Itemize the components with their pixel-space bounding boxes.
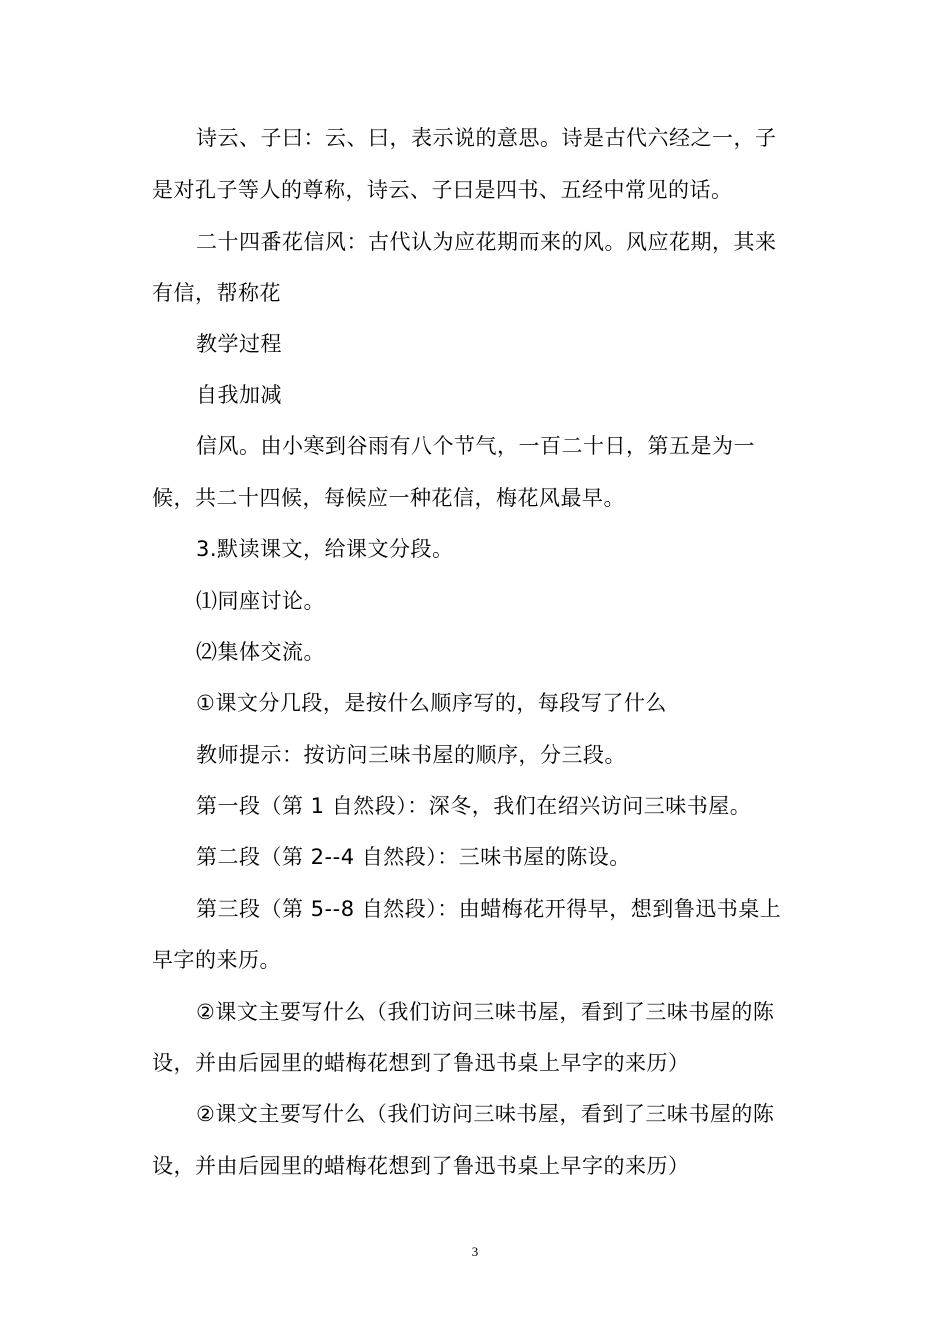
text-line: ①课文分几段，是按什么顺序写的，每段写了什么 — [196, 691, 667, 715]
text-line: 信风。由小寒到谷雨有八个节气，一百二十日，第五是为一 — [196, 434, 755, 458]
text-line: ②课文主要写什么（我们访问三味书屋，看到了三味书屋的陈 — [196, 1000, 775, 1024]
text-line: 自我加减 — [196, 383, 282, 407]
text-line: 早字的来历。 — [152, 948, 281, 972]
text-line: 第一段（第 1 自然段）：深冬，我们在绍兴访问三味书屋。 — [196, 794, 752, 818]
text-line: 候，共二十四候，每候应一种花信，梅花风最早。 — [152, 486, 625, 510]
text-line: 诗云、子曰：云、曰，表示说的意思。诗是古代六经之一，子 — [196, 126, 777, 150]
text-line: ②课文主要写什么（我们访问三味书屋，看到了三味书屋的陈 — [196, 1102, 775, 1126]
text-line: 第二段（第 2--4 自然段）：三味书屋的陈设。 — [196, 845, 631, 869]
text-line: ⑵集体交流。 — [196, 640, 325, 664]
text-line: 二十四番花信风：古代认为应花期而来的风。风应花期，其来 — [196, 230, 777, 254]
text-line: 教师提示：按访问三味书屋的顺序，分三段。 — [196, 743, 626, 767]
text-line: 设，并由后园里的蜡梅花想到了鲁迅书桌上早字的来历） — [152, 1154, 690, 1178]
page-number: 3 — [471, 1244, 479, 1259]
text-line: 3.默读课文，给课文分段。 — [196, 537, 454, 561]
text-line: 设，并由后园里的蜡梅花想到了鲁迅书桌上早字的来历） — [152, 1051, 690, 1075]
text-line: 第三段（第 5--8 自然段）：由蜡梅花开得早，想到鲁迅书桌上 — [196, 897, 782, 921]
text-line: ⑴同座讨论。 — [196, 589, 325, 613]
text-line: 教学过程 — [196, 332, 282, 356]
text-line: 是对孔子等人的尊称，诗云、子曰是四书、五经中常见的话。 — [152, 178, 733, 202]
text-line: 有信，帮称花 — [152, 281, 281, 305]
